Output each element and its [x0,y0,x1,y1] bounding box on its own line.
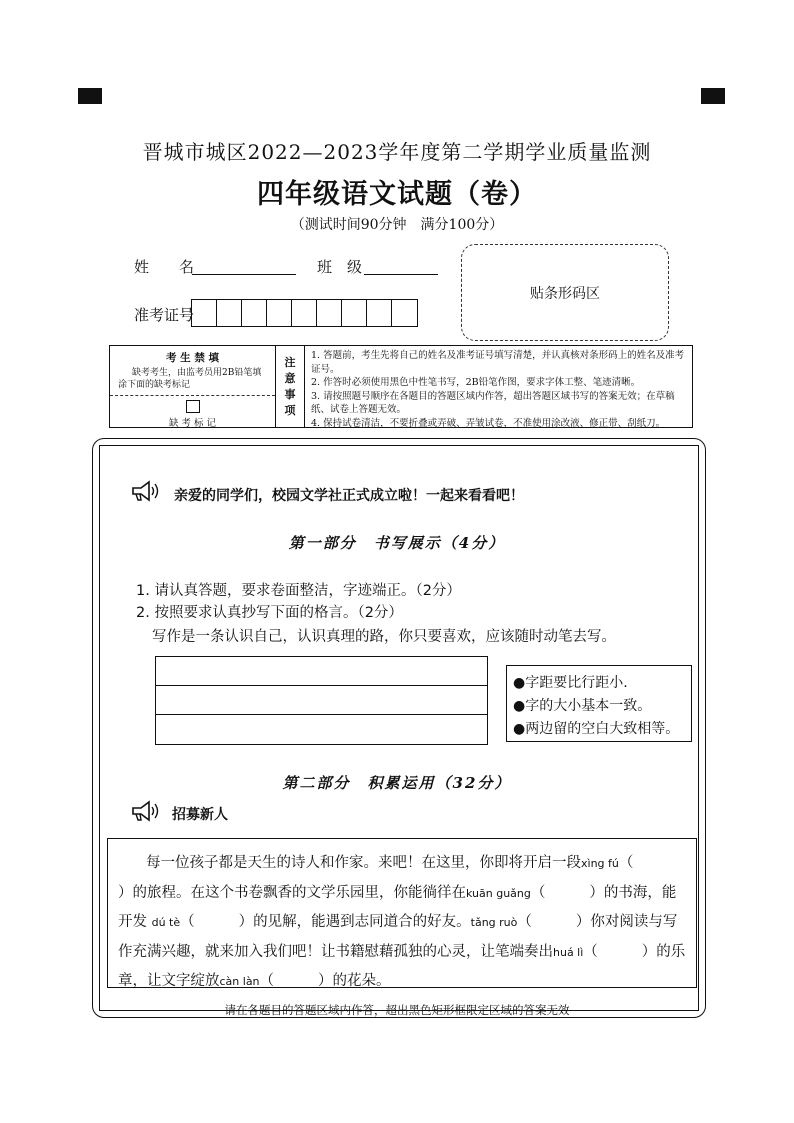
exam-title: 四年级语文试题（卷） [257,179,537,210]
registration-mark-left [78,88,102,104]
id-number-boxes[interactable] [191,299,418,327]
id-label: 准考证号 [134,306,195,324]
notice-box [109,345,693,428]
forbidden-title: 考 生 禁 填 [166,352,219,364]
writing-tips [506,665,692,742]
name-label: 姓 名 [134,258,195,276]
passage-box: 每一位孩子都是天生的诗人和作家。来吧！在这里，你即将开启一段xìng fú（）的旅程。在这个书卷飘香的文学乐园里，你能徜徉在kuān guǎng（ ）的书海，能开发 dú tè（ ）的见解，能遇到志同道合的好友。tǎng ruò（ ）你对阅读与写作充满兴趣，就来加入我们吧！让书籍慰藉孤独的心灵，让笔端奏出huá lì（ ）的乐章，让文字绽放càn làn（ ）的花朵。 [107,838,697,988]
barcode-label: 贴条形码区 [530,285,600,302]
megaphone-icon [130,800,160,827]
question-1: 1. 请认真答题，要求卷面整洁，字迹端正。（2分） [136,583,461,599]
forbidden-area [110,346,276,427]
copy-writing-grid[interactable] [155,656,488,745]
class-field[interactable] [364,256,438,275]
tip-item: ●字距要比行距小. [513,675,628,691]
part2-heading: 招募新人 [172,807,228,823]
motto-text: 写作是一条认识自己，认识真理的路，你只要喜欢，应该随时动笔去写。 [152,629,616,645]
question-2: 2. 按照要求认真抄写下面的格言。（2分） [136,605,403,621]
footer-note: 请在各题目的答题区域内作答，超出黑色矩形框限定区域的答案无效 [224,1003,570,1017]
tip-item: ●字的大小基本一致。 [513,698,652,714]
exam-subtitle: （测试时间90分钟 满分100分） [290,217,504,233]
tip-item: ●两边留的空白大致相等。 [513,721,680,737]
notice-item: 3. 请按照题号顺序在各题目的答题区域内作答，超出答题区域书写的答案无效；在草稿纸、试卷上答题无效。 [311,390,675,415]
registration-mark-right [701,88,725,104]
exam-header: 晋城市城区2022—2023学年度第二学期学业质量监测 [142,140,652,164]
part2-title: 第二部分 积累运用（32分） [282,774,512,792]
notice-items [305,346,692,427]
megaphone-icon [130,480,160,507]
absent-checkbox[interactable] [186,400,200,413]
notice-item: 4. 保持试卷清洁，不要折叠或弄破、弄皱试卷，不准使用涂改液、修正带、刮纸刀。 [311,417,666,429]
notice-item: 1. 答题前，考生先将自己的姓名及准考证号填写清楚，并认真核对条形码上的姓名及准考证号。 [311,350,685,375]
notice-side-label: 注 意 事 项 [276,346,305,427]
forbidden-text: 缺考考生，由监考员用2B铅笔填涂下面的缺考标记 [118,368,262,390]
notice-item: 2. 作答时必须使用黑色中性笔书写，2B铅笔作图，要求字体工整、笔迹清晰。 [311,377,641,388]
intro-text: 亲爱的同学们，校园文学社正式成立啦！一起来看看吧！ [174,488,524,504]
part1-title: 第一部分 书写展示（4分） [288,534,506,552]
barcode-area [461,244,669,341]
absent-label: 缺 考 标 记 [168,418,217,429]
name-field[interactable] [192,256,296,275]
class-label: 班 级 [317,258,363,276]
